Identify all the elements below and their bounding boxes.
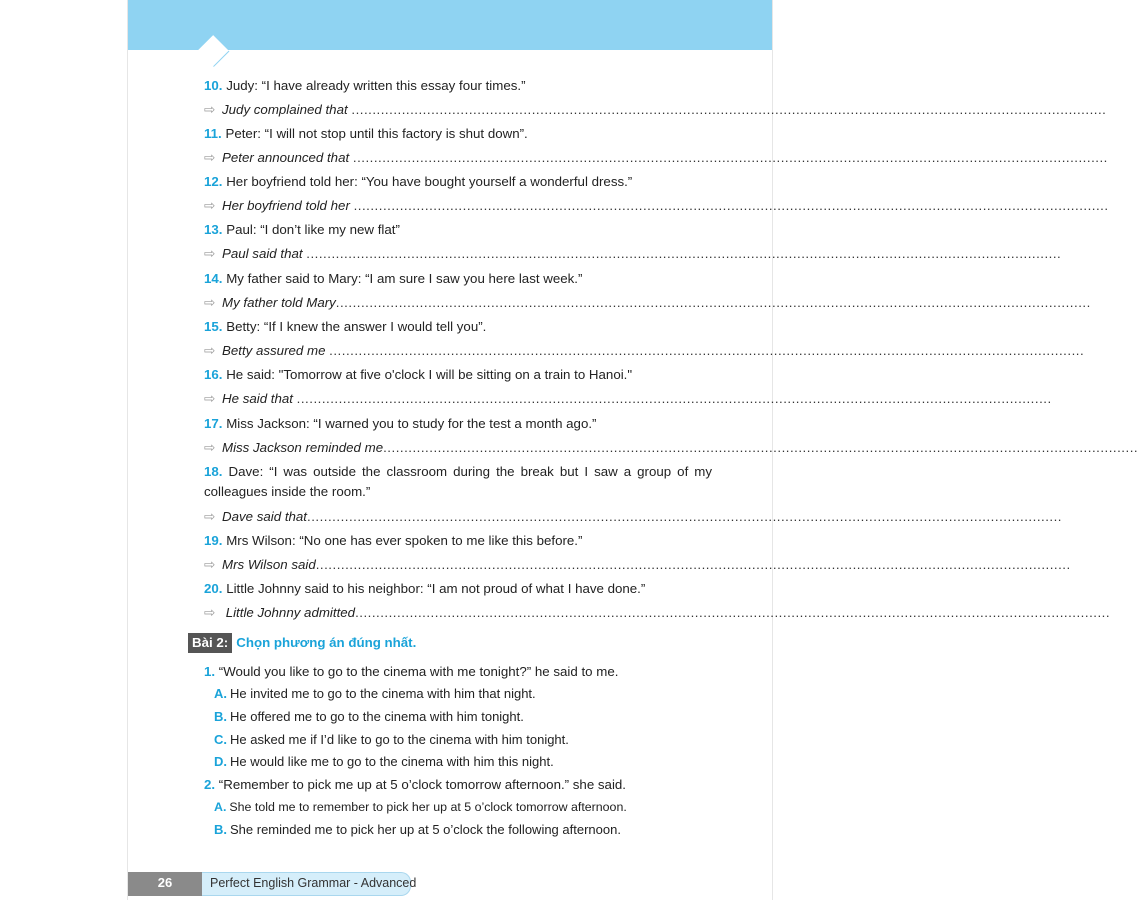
question-item: 15. Betty: “If I knew the answer I would tell you”. [204,319,487,334]
question-item: 12. Her boyfriend told her: “You have bought yourself a wonderful dress.” [204,174,633,189]
answer-line: ⇨ Paul said that .................................................................................................................................................................................... [204,244,712,264]
document-page [128,0,1138,900]
question-item: 18. Dave: “I was outside the classroom during the break but I saw a group of my colleagues inside the room.” [204,464,713,499]
answer-line: ⇨ My father told Mary.................................................................................................................................................................................... [204,293,712,313]
mc-option: A. He invited me to go to the cinema with him that night. [214,686,536,701]
book-title: Perfect English Grammar - Advanced [210,876,417,890]
mc-option: B. She reminded me to pick her up at 5 o’clock the following afternoon. [214,822,621,837]
answer-line: ⇨ Betty assured me .................................................................................................................................................................................... [204,341,712,361]
question-item: 16. He said: "Tomorrow at five o'clock I will be sitting on a train to Hanoi." [204,367,633,382]
answer-line: ⇨ Peter announced that .................................................................................................................................................................................... [204,148,712,168]
answer-line: ⇨ Judy complained that .................................................................................................................................................................................... [204,100,712,120]
exercise-title: Chọn phương án đúng nhất. [236,635,417,650]
right-arrow-icon: ⇨ [204,295,216,310]
exercise-tag: Bài 2: [188,633,232,653]
mc-option: C. He asked me if I’d like to go to the cinema with him tonight. [214,732,569,747]
question-item: 13. Paul: “I don’t like my new flat” [204,222,400,237]
right-arrow-icon: ⇨ [204,391,216,406]
question-item: 19. Mrs Wilson: “No one has ever spoken to me like this before.” [204,533,583,548]
right-arrow-icon: ⇨ [204,150,216,165]
answer-line: ⇨ Mrs Wilson said.................................................................................................................................................................................... [204,555,712,575]
right-arrow-icon: ⇨ [204,509,216,524]
mc-option: A. She told me to remember to pick her up at 5 o’clock tomorrow afternoon. [214,800,627,814]
page-number: 26 [157,875,173,890]
answer-line: ⇨ Miss Jackson reminded me.................................................................................................................................................................................... [204,438,712,458]
right-arrow-icon: ⇨ [204,102,216,117]
right-arrow-icon: ⇨ [204,198,216,213]
mc-question: 2. “Remember to pick me up at 5 o’clock tomorrow afternoon.” she said. [204,777,627,792]
question-item: 20. Little Johnny said to his neighbor: “I am not proud of what I have done.” [204,581,646,596]
right-arrow-icon: ⇨ [204,246,216,261]
mc-option: D. He would like me to go to the cinema with him this night. [214,754,554,769]
mc-option: B. He offered me to go to the cinema with him tonight. [214,709,524,724]
right-arrow-icon: ⇨ [204,343,216,358]
right-arrow-icon: ⇨ [204,557,216,572]
answer-line: ⇨ Little Johnny admitted.................................................................................................................................................................................... [204,603,712,623]
exercise-heading [188,633,416,653]
mc-question: 1. “Would you like to go to the cinema with me tonight?” he said to me. [204,664,619,679]
question-item: 14. My father said to Mary: “I am sure I saw you here last week.” [204,271,583,286]
answer-line: ⇨ Her boyfriend told her .................................................................................................................................................................................... [204,196,712,216]
answer-line: ⇨ Dave said that.................................................................................................................................................................................... [204,507,712,527]
question-item: 17. Miss Jackson: “I warned you to study for the test a month ago.” [204,416,597,431]
question-item: 10. Judy: “I have already written this essay four times.” [204,78,526,93]
right-arrow-icon: ⇨ [204,605,216,620]
answer-line: ⇨ He said that .................................................................................................................................................................................... [204,389,712,409]
question-item: 11. Peter: “I will not stop until this factory is shut down”. [204,126,528,141]
right-arrow-icon: ⇨ [204,440,216,455]
